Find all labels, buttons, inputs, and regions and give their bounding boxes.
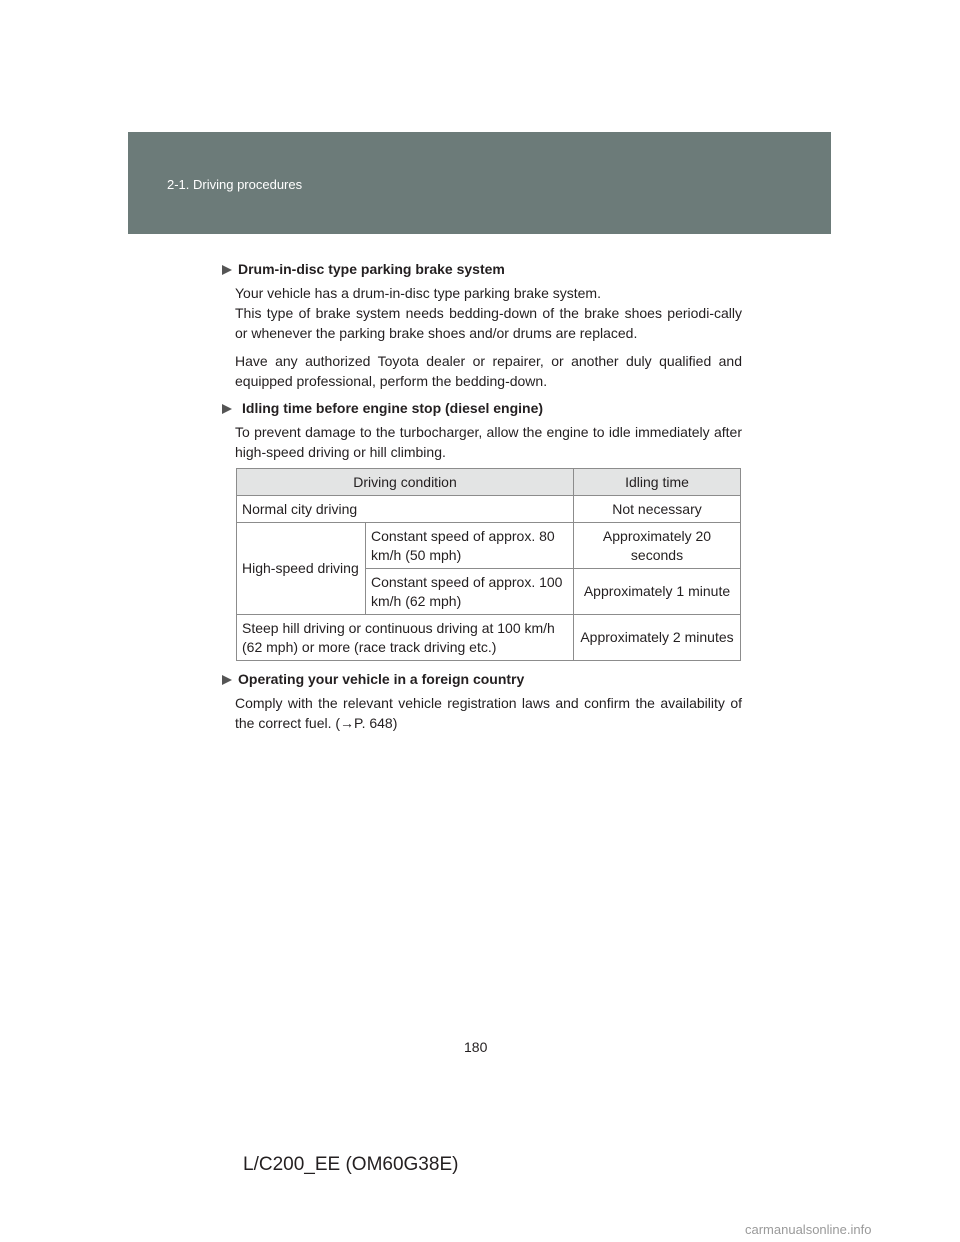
triangle-bullet-icon	[222, 404, 232, 414]
section-header-title: 2-1. Driving procedures	[167, 177, 303, 192]
paragraph: Your vehicle has a drum-in-disc type parking brake system.	[235, 285, 601, 301]
table-cell: Normal city driving	[237, 496, 574, 523]
section-title-parking-brake: Drum-in-disc type parking brake system	[222, 260, 742, 279]
table-cell: Not necessary	[574, 496, 741, 523]
paragraph: Comply with the relevant vehicle registration laws and confirm the availability of the correct fuel. (→P. 648)	[235, 695, 742, 731]
page-content-lower	[222, 670, 742, 733]
table-cell: Constant speed of approx. 80 km/h (50 mph)	[366, 523, 574, 569]
table-cell: Constant speed of approx. 100 km/h (62 mph)	[366, 569, 574, 615]
idling-time-table	[236, 468, 741, 661]
paragraph: To prevent damage to the turbocharger, allow the engine to idle immediately after high-speed driving or hill climbing.	[235, 424, 742, 460]
table-cell: Steep hill driving or continuous driving at 100 km/h (62 mph) or more (race track driving etc.)	[237, 615, 574, 661]
table-row	[237, 615, 741, 661]
section-header-bar	[128, 132, 831, 234]
section-title-idling-time: Idling time before engine stop (diesel engine)	[222, 399, 742, 418]
paragraph: This type of brake system needs bedding-down of the brake shoes periodi-cally or whenever the parking brake shoes and/or drums are replaced.	[235, 305, 742, 341]
page-number: 180	[464, 1039, 488, 1055]
page-content	[222, 260, 742, 462]
document-code: L/C200_EE (OM60G38E)	[243, 1154, 459, 1175]
triangle-bullet-icon	[222, 675, 232, 685]
paragraph: Have any authorized Toyota dealer or repairer, or another duly qualified and equipped professional, perform the bedding-down.	[235, 353, 742, 389]
table-cell: Approximately 20 seconds	[574, 523, 741, 569]
table-header-idling-time: Idling time	[574, 469, 741, 496]
table-header-row	[237, 469, 741, 496]
watermark-text: carmanualsonline.info	[745, 1222, 872, 1237]
triangle-bullet-icon	[222, 265, 232, 275]
table-cell: Approximately 2 minutes	[574, 615, 741, 661]
table-cell-group-label: High-speed driving	[237, 523, 366, 615]
table-cell: Approximately 1 minute	[574, 569, 741, 615]
section-title-foreign-country: Operating your vehicle in a foreign country	[222, 670, 742, 689]
table-row	[237, 496, 741, 523]
table-row	[237, 523, 741, 569]
table-header-condition: Driving condition	[237, 469, 574, 496]
